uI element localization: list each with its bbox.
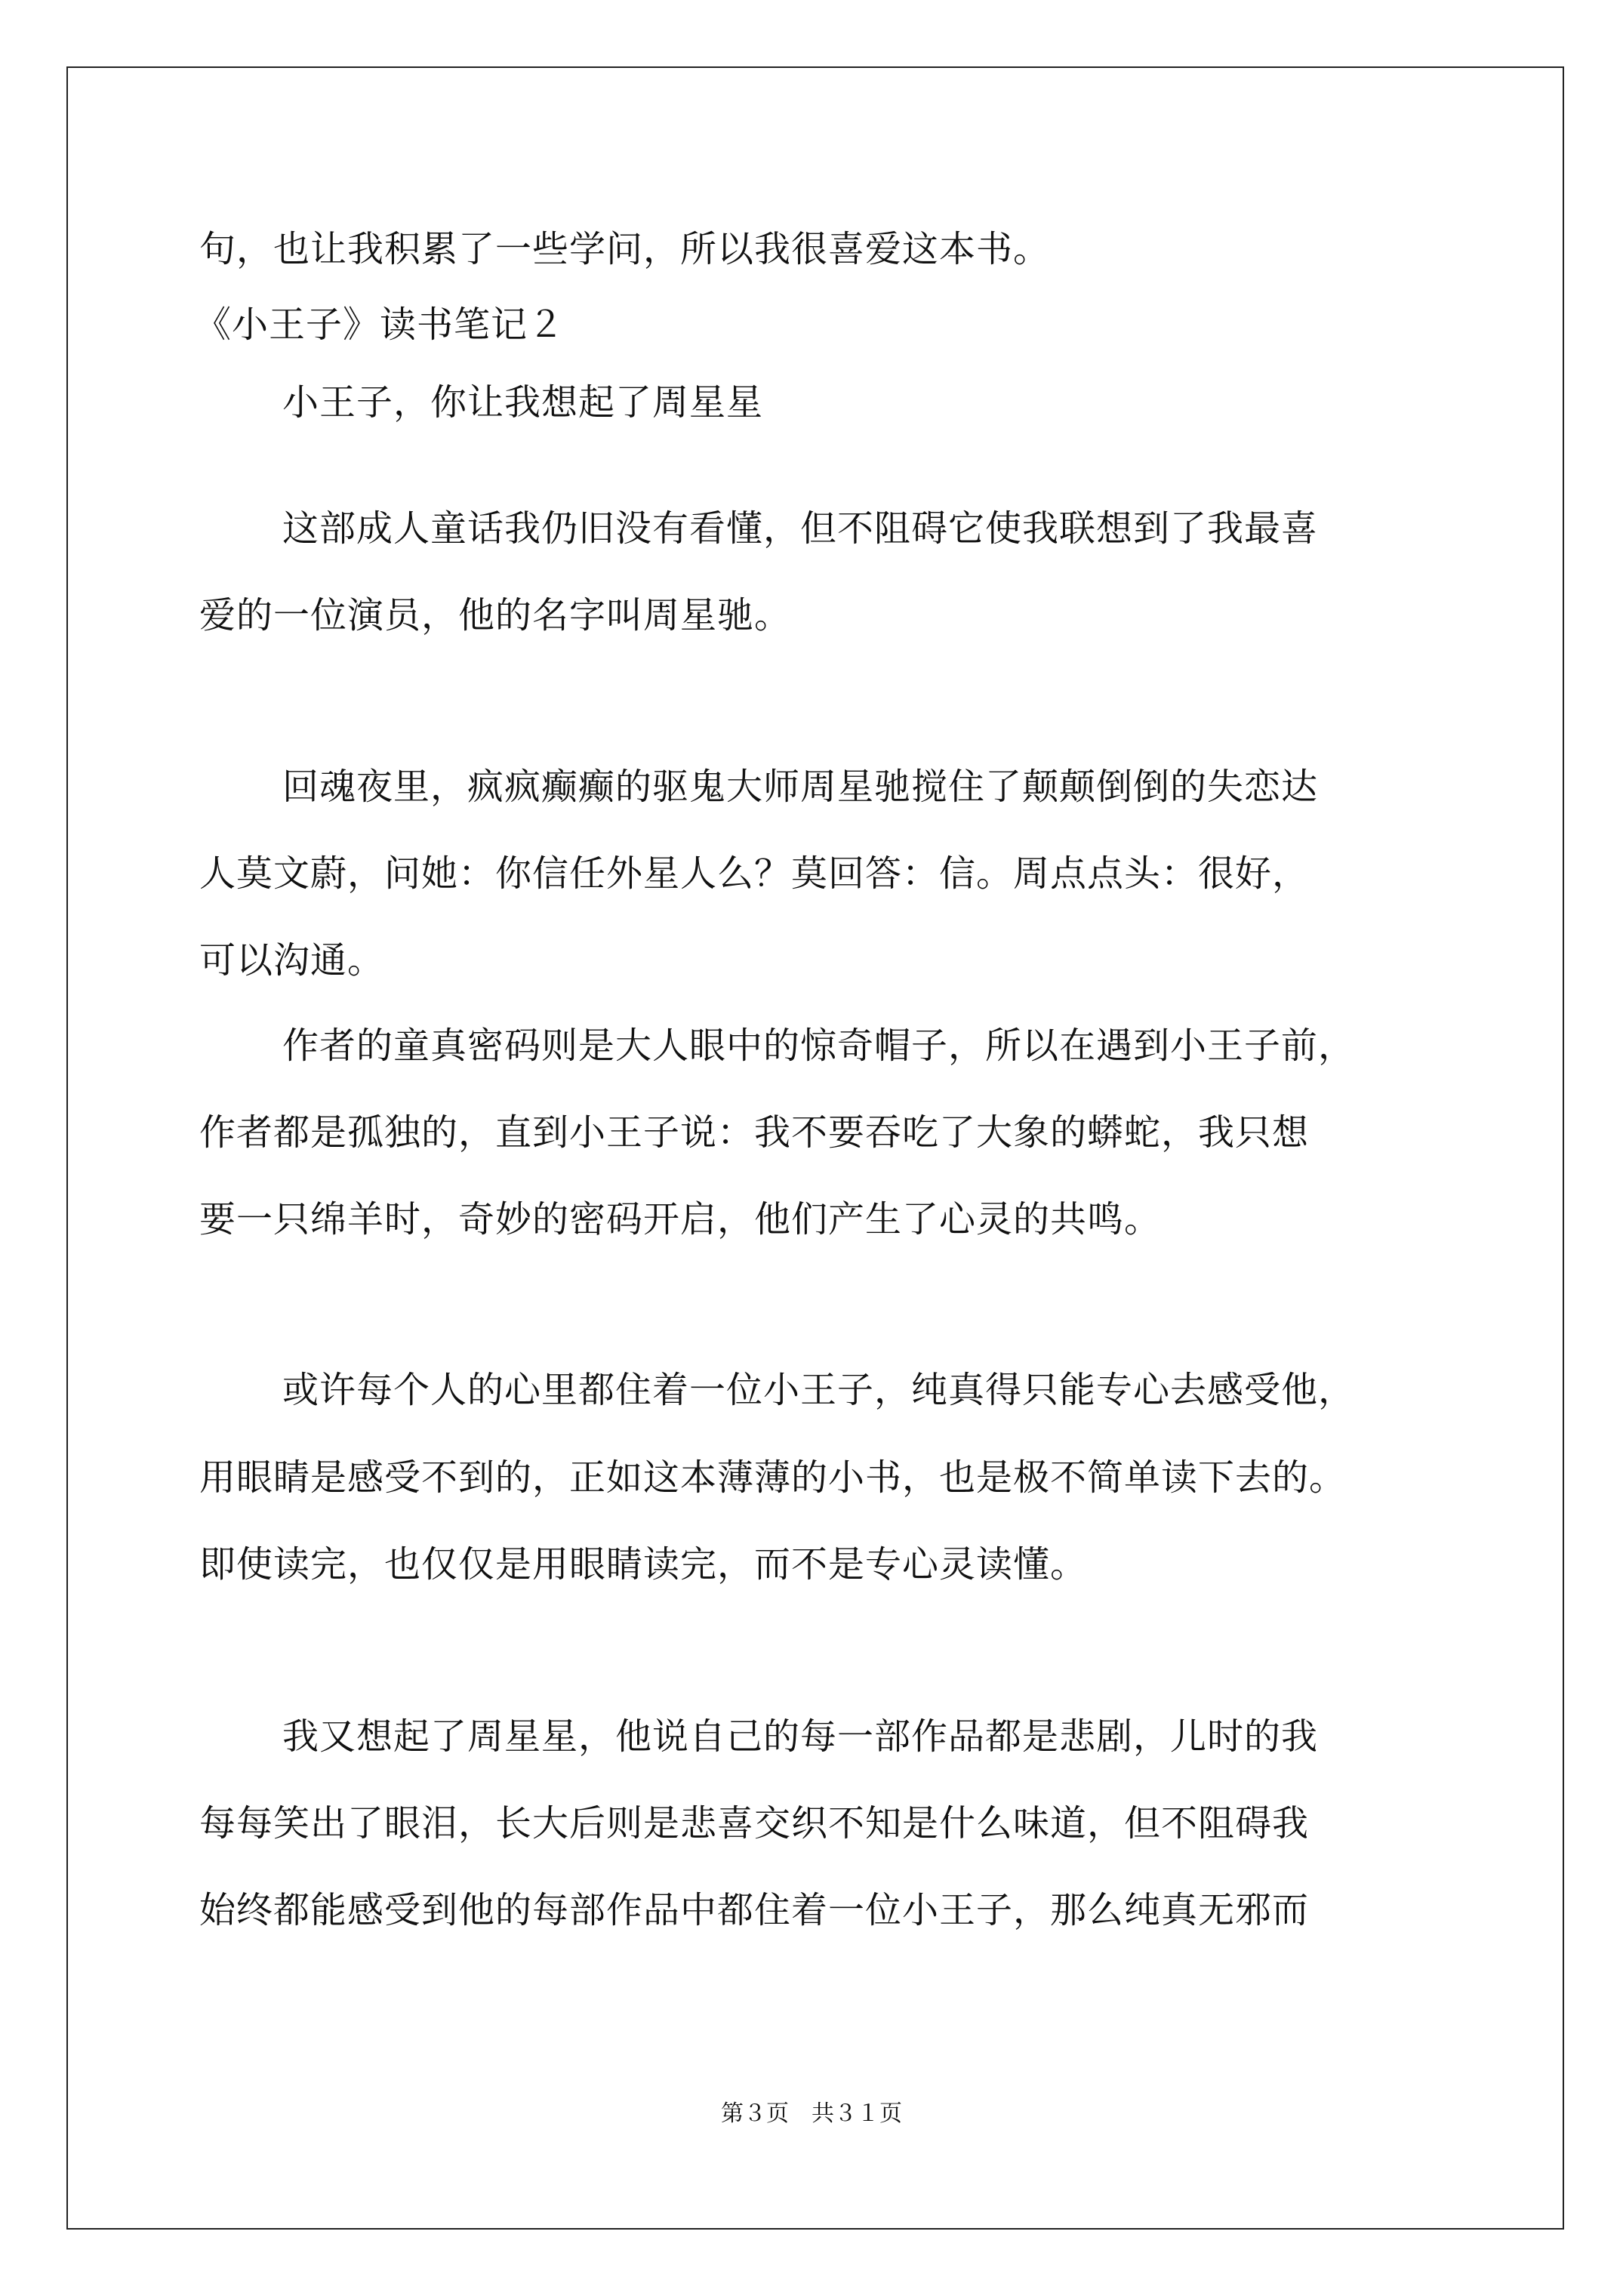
article-title: 小王子，你让我想起了周星星 [282,381,764,424]
text-line: 即使读完，也仅仅是用眼睛读完，而不是专心灵读懂。 [199,1543,1088,1586]
section-heading: 《小王子》读书笔记２ [195,304,565,346]
text-line: 可以沟通。 [199,939,385,982]
text-line: 作者都是孤独的，直到小王子说：我不要吞吃了大象的蟒蛇，我只想 [199,1111,1310,1154]
text-line: 这部成人童话我仍旧没有看懂，但不阻碍它使我联想到了我最喜 [282,507,1319,550]
text-line: 人莫文蔚，问她：你信任外星人么？莫回答：信。周点点头：很好， [199,852,1310,895]
text-line: 爱的一位演员，他的名字叫周星驰。 [199,594,792,636]
text-line: 要一只绵羊时，奇妙的密码开启，他们产生了心灵的共鸣。 [199,1198,1162,1240]
text-line: 每每笑出了眼泪，长大后则是悲喜交织不知是什么味道，但不阻碍我 [199,1802,1310,1845]
text-line: 始终都能感受到他的每部作品中都住着一位小王子，那么纯真无邪而 [199,1889,1310,1931]
text-line: 或许每个人的心里都住着一位小王子，纯真得只能专心去感受他， [282,1369,1356,1411]
text-line: 句，也让我积累了一些学问，所以我很喜爱这本书。 [199,228,1051,270]
text-line: 用眼睛是感受不到的，正如这本薄薄的小书，也是极不简单读下去的。 [199,1456,1347,1499]
text-line: 回魂夜里，疯疯癫癫的驱鬼大师周星驰搅住了颠颠倒倒的失恋达 [282,766,1319,808]
text-line: 作者的童真密码则是大人眼中的惊奇帽子，所以在遇到小王子前， [282,1025,1356,1067]
page-number: 第３页 共３１页 [721,2100,902,2127]
text-line: 我又想起了周星星，他说自己的每一部作品都是悲剧，儿时的我 [282,1715,1319,1758]
